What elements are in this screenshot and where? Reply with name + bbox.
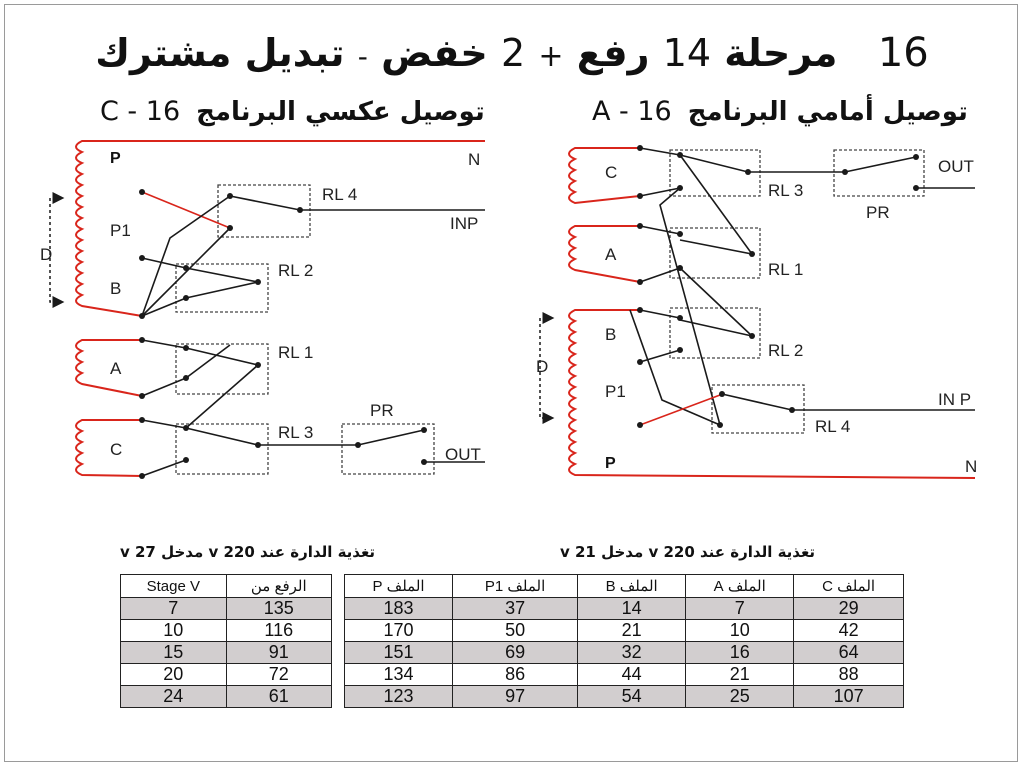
right-table-header-b: الملف B — [578, 575, 686, 598]
table-cell: 61 — [226, 686, 331, 708]
right-relay-label-rl4: RL 4 — [815, 417, 851, 436]
table-cell: 21 — [686, 664, 794, 686]
left-coil-c — [76, 420, 142, 476]
table-cell: 7 — [121, 598, 227, 620]
table-row — [345, 664, 904, 686]
right-inp-label: IN P — [938, 390, 972, 409]
title-lower-value: 2 — [500, 31, 526, 75]
table-cell: 20 — [121, 664, 227, 686]
table-cell: 151 — [345, 642, 453, 664]
table-row — [345, 620, 904, 642]
table-cell: 64 — [794, 642, 904, 664]
right-table-caption: تغذية الدارة عند v 220 مدخل v 21 — [560, 543, 816, 561]
right-coil-label-b: B — [605, 325, 617, 344]
right-relay-label-rl3: RL 3 — [768, 181, 804, 200]
table-cell: 32 — [578, 642, 686, 664]
title-minus: - — [357, 40, 368, 73]
table-cell: 91 — [226, 642, 331, 664]
table-cell: 7 — [686, 598, 794, 620]
left-coil-label-c: C — [110, 440, 123, 459]
right-table — [344, 574, 904, 708]
right-coil-b-p1-p — [569, 310, 978, 478]
left-coil-p-p1-b — [76, 141, 485, 316]
left-n-label: N — [468, 150, 481, 169]
title-stage-word: مرحلة — [724, 31, 838, 75]
table-cell: 86 — [453, 664, 578, 686]
table-cell: 44 — [578, 664, 686, 686]
table-row — [121, 664, 332, 686]
table-cell: 116 — [226, 620, 331, 642]
table-cell: 16 — [686, 642, 794, 664]
table-row — [345, 642, 904, 664]
left-relay-box-rl3 — [176, 424, 268, 474]
left-pr-label: PR — [370, 401, 394, 420]
right-pr-label: PR — [866, 203, 890, 222]
right-coil-label-c: C — [605, 163, 618, 182]
table-cell: 107 — [794, 686, 904, 708]
left-coil-label-p: P — [110, 150, 121, 167]
table-cell: 21 — [578, 620, 686, 642]
left-relay-box-rl2 — [176, 264, 268, 312]
right-table-header-c: الملف C — [794, 575, 904, 598]
title-raise-value: 14 — [662, 31, 712, 75]
left-relay-label-rl3: RL 3 — [278, 423, 314, 442]
right-relay-box-rl2 — [670, 308, 760, 358]
left-table-caption: تغذية الدارة عند v 220 مدخل v 27 — [120, 543, 376, 561]
table-cell: 25 — [686, 686, 794, 708]
table-row — [121, 620, 332, 642]
table-row — [121, 642, 332, 664]
right-coil-label-a: A — [605, 245, 617, 264]
left-d-label: D — [40, 245, 53, 264]
table-cell: 72 — [226, 664, 331, 686]
left-coil-label-p1: P1 — [110, 221, 131, 240]
table-cell: 69 — [453, 642, 578, 664]
table-row — [345, 598, 904, 620]
left-coil-label-b: B — [110, 279, 122, 298]
table-cell: 42 — [794, 620, 904, 642]
right-d-label: D — [536, 357, 549, 376]
table-cell: 14 — [578, 598, 686, 620]
left-relay-label-rl2: RL 2 — [278, 261, 314, 280]
table-cell: 15 — [121, 642, 227, 664]
table-cell: 97 — [453, 686, 578, 708]
left-coil-a — [76, 340, 142, 396]
title-tail: تبديل مشترك — [95, 31, 345, 75]
left-coil-label-a: A — [110, 359, 122, 378]
title-raise-word: رفع — [576, 31, 650, 75]
table-row — [345, 686, 904, 708]
left-relay-label-rl1: RL 1 — [278, 343, 314, 362]
left-out-label: OUT — [445, 445, 481, 464]
table-cell: 10 — [121, 620, 227, 642]
title-plus: + — [538, 39, 564, 74]
right-heading-text: توصيل أمامي البرنامج — [687, 97, 968, 127]
left-heading-text: توصيل عكسي البرنامج — [196, 97, 485, 127]
table-row — [121, 686, 332, 708]
table-cell: 183 — [345, 598, 453, 620]
right-table-header-p1: الملف P1 — [453, 575, 578, 598]
right-table-header-p: الملف P — [345, 575, 453, 598]
table-cell: 37 — [453, 598, 578, 620]
table-cell: 123 — [345, 686, 453, 708]
table-cell: 135 — [226, 598, 331, 620]
table-cell: 50 — [453, 620, 578, 642]
left-diagram — [40, 141, 485, 479]
left-heading-code: C - 16 — [100, 96, 181, 127]
table-cell: 29 — [794, 598, 904, 620]
table-cell: 24 — [121, 686, 227, 708]
right-diagram — [536, 145, 977, 478]
table-cell: 10 — [686, 620, 794, 642]
left-relay-label-rl4: RL 4 — [322, 185, 358, 204]
right-coil-label-p1: P1 — [605, 382, 626, 401]
right-heading-code: A - 16 — [592, 96, 672, 127]
left-table-header-stage: Stage V — [121, 575, 227, 598]
table-cell: 170 — [345, 620, 453, 642]
left-inp-label: INP — [450, 214, 479, 233]
right-relay-label-rl1: RL 1 — [768, 260, 804, 279]
right-table-header-a: الملف A — [686, 575, 794, 598]
right-coil-label-p: P — [605, 455, 616, 472]
left-table — [120, 574, 332, 708]
table-cell: 88 — [794, 664, 904, 686]
table-row — [121, 598, 332, 620]
title-number: 16 — [877, 30, 929, 76]
table-cell: 134 — [345, 664, 453, 686]
right-n-label: N — [965, 457, 978, 476]
table-cell: 54 — [578, 686, 686, 708]
title-lower-word: خفض — [381, 31, 488, 75]
right-relay-label-rl2: RL 2 — [768, 341, 804, 360]
right-out-label: OUT — [938, 157, 974, 176]
left-table-header-raise: الرفع من — [226, 575, 331, 598]
